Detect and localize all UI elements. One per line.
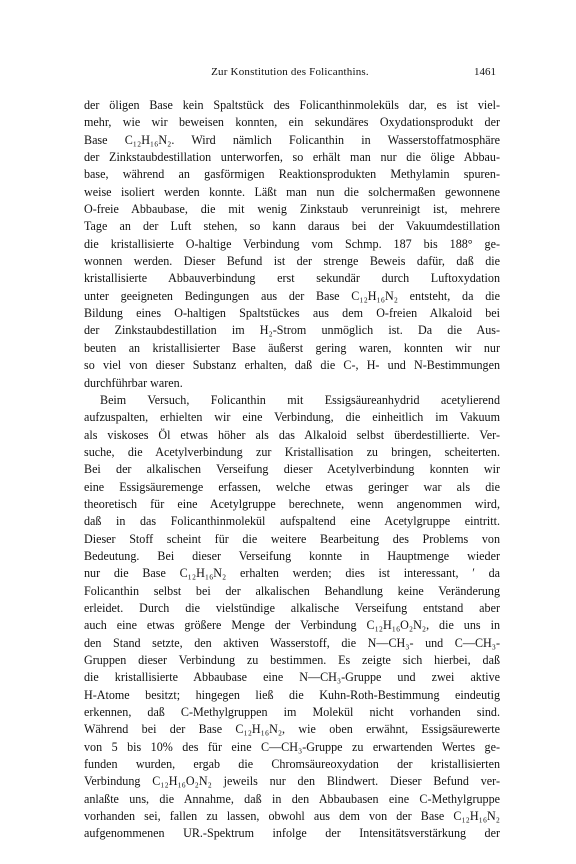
- text-line: den Stand setzte, den aktiven Wasserstoff, die N—CH₃- und C—CH₃-: [84, 635, 500, 650]
- text-line: beuten an kristallisierter Base äußerst gering waren, konnten wir nur: [84, 340, 500, 355]
- text-line: Bildung eines O-haltigen Spaltstückes aus dem O-freien Alkaloid bei: [84, 306, 500, 321]
- text-line: weise isoliert werden konnte. Läßt man nun die solchermaßen gewonnene: [84, 184, 500, 199]
- text-line: die kristallisierte O-haltige Verbindung vom Schmp. 187 bis 188° ge-: [84, 236, 500, 251]
- running-title: Zur Konstitution des Folicanthins.: [211, 66, 369, 78]
- text-line: erkennen, daß C-Methylgruppen im Molekül nicht vorhanden sind.: [84, 705, 500, 720]
- text-line: der Zinkstaubdestillation unterworfen, so erhält man nur die ölige Abbau-: [84, 150, 500, 165]
- text-line: aufgenommenen UR.-Spektrum infolge der Intensitätsverstärkung der: [84, 826, 500, 841]
- text-line: Base C₁₂H₁₆N₂. Wird nämlich Folicanthin in Wasserstoffatmosphäre: [84, 132, 500, 147]
- text-line: Bei der alkalischen Verseifung dieser Acetylverbindung konnten wir: [84, 462, 500, 477]
- text-line: vorhanden sei, fallen zu lassen, obwohl aus dem von der Base C₁₂H₁₆N₂: [84, 809, 500, 824]
- text-line: aufzuspalten, erhielten wir eine Verbindung, die einheitlich im Vakuum: [84, 410, 500, 425]
- text-line: der öligen Base kein Spaltstück des Folicanthinmoleküls dar, es ist viel-: [84, 98, 500, 112]
- text-line: so viel von dieser Substanz erhalten, daß die C-, H- und N-Bestimmungen: [84, 358, 500, 373]
- text-line: Verbindung C₁₂H₁₆O₂N₂ jeweils nur den Blindwert. Dieser Befund ver-: [84, 774, 500, 789]
- text-line: als viskoses Öl etwas höher als das Alkaloid selbst überdestillierte. Ver-: [84, 427, 500, 442]
- text-line: theoretisch für eine Acetylgruppe berechnete, wenn angenommen wird,: [84, 496, 500, 511]
- text-line: daß in das Folicanthinmolekül aufspaltend eine Acetylgruppe eintritt.: [84, 514, 500, 529]
- text-line: O-freie Abbaubase, die mit wenig Zinkstaub verunreinigt ist, mehrere: [84, 202, 500, 217]
- text-line: erleidet. Durch die vielstündige alkalische Verseifung entstand aber: [84, 600, 500, 615]
- text-line: Tage an der Luft stehen, so kann daraus bei der Vakuumdestillation: [84, 219, 500, 234]
- text-line: durchführbar waren.: [84, 375, 183, 390]
- text-line: anlaßte uns, die Annahme, daß in den Abbaubasen eine C-Methylgruppe: [84, 791, 500, 806]
- text-line: Folicanthin selbst bei der alkalischen Behandlung keine Veränderung: [84, 583, 500, 598]
- text-line: kristallisierte Abbauverbindung erst sekundär durch Luftoxydation: [84, 271, 500, 286]
- text-line: mehr, wie wir beweisen konnten, ein sekundäres Oxydationsprodukt der: [84, 115, 500, 130]
- text-line: H-Atome besitzt; hingegen ließ die Kuhn-Roth-Bestimmung eindeutig: [84, 687, 500, 702]
- text-line: funden wurden, ergab die Chromsäureoxydation der kristallisierten: [84, 757, 500, 772]
- text-line: von 5 bis 10% des für eine C—CH₃-Gruppe zu erwartenden Wertes ge-: [84, 739, 500, 754]
- text-line: der Zinkstaubdestillation im H₂-Strom unmöglich ist. Da die Aus-: [84, 323, 500, 338]
- text-line: die kristallisierte Abbaubase eine N—CH₃-Gruppe und zwei aktive: [84, 670, 500, 685]
- page-number: 1461: [474, 66, 496, 78]
- text-line: Beim Versuch, Folicanthin mit Essigsäureanhydrid acetylierend: [100, 392, 500, 407]
- text-line: Bedeutung. Bei dieser Verseifung konnte in Hauptmenge wieder: [84, 548, 500, 563]
- text-line: wonnen werden. Dieser Befund ist der strenge Beweis dafür, daß die: [84, 254, 500, 269]
- text-line: unter geeigneten Bedingungen aus der Base C₁₂H₁₆N₂ entsteht, da die: [84, 288, 500, 303]
- text-line: Gruppen dieser Verbindung zu bestimmen. Es zeigte sich hierbei, daß: [84, 653, 500, 667]
- running-header: [84, 66, 496, 82]
- text-line: eine Essigsäuremenge erfassen, welche etwas geringer war als die: [84, 479, 500, 494]
- body-text: [84, 97, 500, 843]
- text-line: Dieser Stoff scheint für die weitere Bearbeitung des Problems von: [84, 531, 500, 546]
- text-line: Während bei der Base C₁₂H₁₆N₂, wie oben erwähnt, Essigsäurewerte: [84, 722, 500, 737]
- text-line: nur die Base C₁₂H₁₆N₂ erhalten werden; dies ist interessant, ′ da: [84, 566, 500, 581]
- text-line: suche, die Acetylverbindung zur Kristallisation zu bringen, scheiterten.: [84, 444, 500, 459]
- text-line: auch eine etwas größere Menge der Verbindung C₁₂H₁₆O₂N₂, die uns in: [84, 618, 500, 633]
- text-line: base, während an gasförmigen Reaktionsprodukten Methylamin spuren-: [84, 167, 500, 182]
